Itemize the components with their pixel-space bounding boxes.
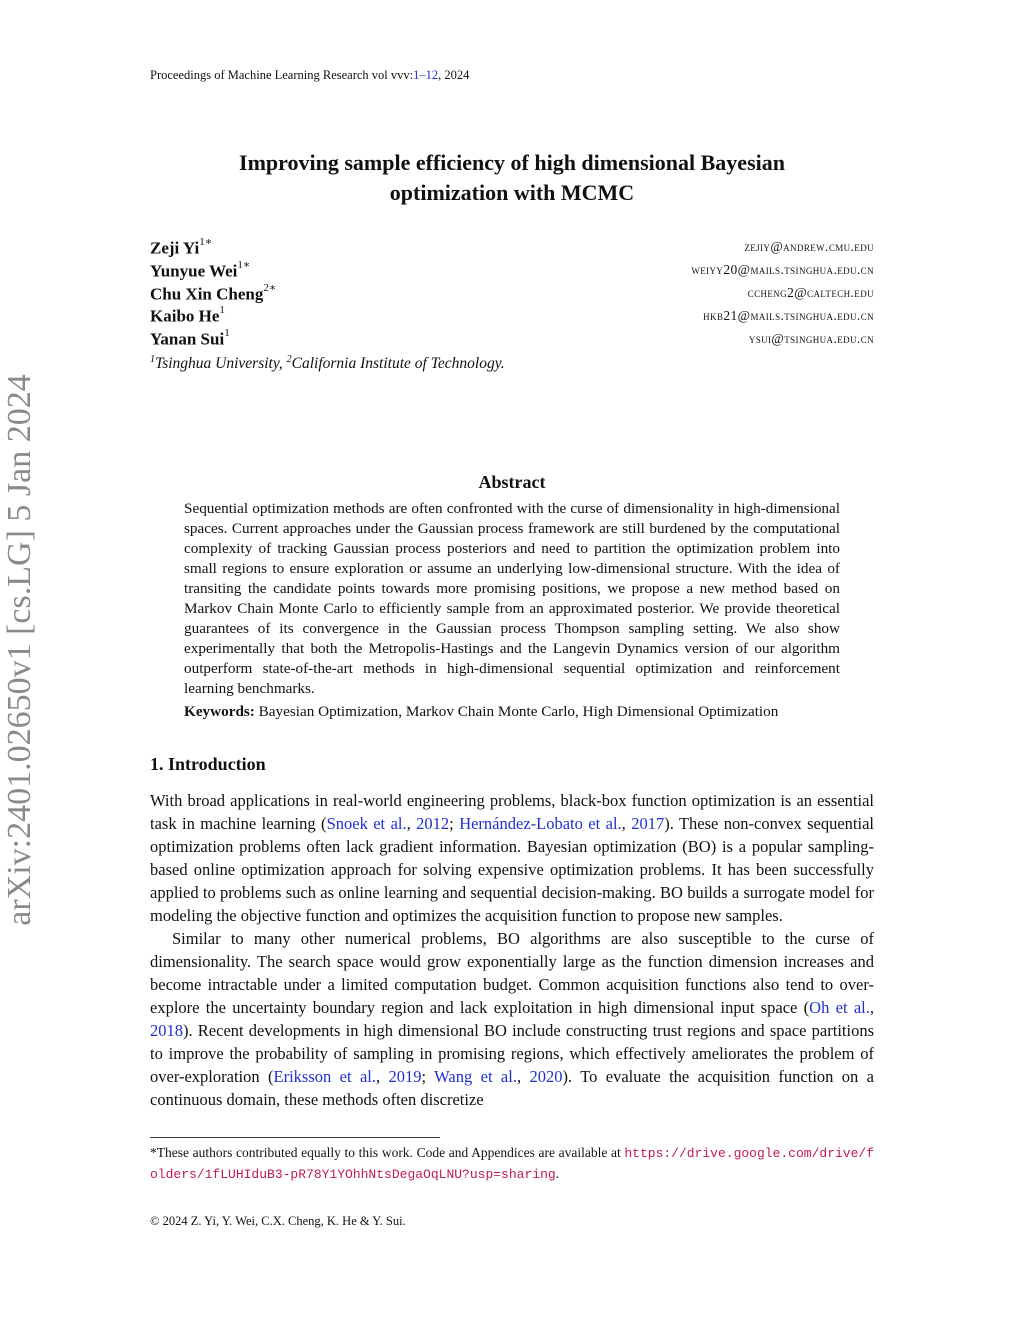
- code-url-link[interactable]: https://drive.google.com/drive/folders/1fLUHIduB3-pR78Y1YOhhNtsDegaOqLNU?usp=sharing: [150, 1146, 874, 1182]
- citation-link[interactable]: Snoek et al.: [326, 814, 407, 833]
- author-email[interactable]: weiyy20@mails.tsinghua.edu.cn: [691, 262, 874, 277]
- citation-year-link[interactable]: 2017: [631, 814, 665, 833]
- title-line-1: Improving sample efficiency of high dimensional Bayesian: [239, 150, 785, 175]
- citation-year-link[interactable]: 2012: [416, 814, 450, 833]
- introduction-body: [150, 789, 874, 1111]
- citation-link[interactable]: Wang et al.: [434, 1067, 517, 1086]
- citation-link[interactable]: Oh et al.: [809, 998, 870, 1017]
- citation-year-link[interactable]: 2020: [529, 1067, 563, 1086]
- footnote-rule: [150, 1137, 440, 1138]
- header-venue: Proceedings of Machine Learning Research vol vvv:: [150, 68, 414, 82]
- author-list: [150, 237, 874, 352]
- citation-year-link[interactable]: 2019: [388, 1067, 422, 1086]
- author-row: [150, 306, 874, 329]
- paragraph: Similar to many other numerical problems, BO algorithms are also susceptible to the curse of dimensionality. The search space would grow exponentially large as the function dimension increases and become intractable under a limited computation budget. Common acquisition functions also tend to over-explore the uncertainty boundary region and lack exploitation in high dimensional input space (Oh et al., 2018). Recent developments in high dimensional BO include constructing trust regions and space partitions to improve the probability of sampling in promising regions, which effectively ameliorates the problem of over-exploration (Eriksson et al., 2019; Wang et al., 2020). To evaluate the acquisition function on a continuous domain, these methods often discretize: [150, 929, 875, 1109]
- abstract-heading: Abstract: [478, 472, 546, 492]
- author-row: [150, 237, 874, 260]
- abstract-text: Sequential optimization methods are often confronted with the curse of dimensionality in high-dimensional spaces. Current approaches under the Gaussian process framework are still burdened by the computational complexity of tracking Gaussian process posteriors and need to partition the optimization problem into small regions to ensure exploration or assume an underlying low-dimensional structure. With the idea of transiting the candidate points towards more promising positions, we propose a new method based on Markov Chain Monte Carlo to efficiently sample from an approximated posterior. We provide theoretical guarantees of its convergence in the Gaussian process Thompson sampling setting. We also show experimentally that both the Metropolis-Hastings and the Langevin Dynamics version of our algorithm outperform state-of-the-art methods in high-dimensional sequential optimization and reinforcement learning benchmarks.: [184, 500, 840, 697]
- author-row: [150, 283, 874, 306]
- author-name: Yunyue Wei$^{1∗}$: [150, 259, 251, 281]
- author-name: Yanan Sui$^1$: [150, 327, 230, 349]
- author-email[interactable]: zejiy@andrew.cmu.edu: [744, 239, 874, 254]
- header-year: , 2024: [438, 68, 470, 82]
- author-row: [150, 260, 874, 283]
- author-row: [150, 329, 874, 352]
- title-line-2: optimization with MCMC: [389, 180, 635, 205]
- page-range-link[interactable]: 1–12: [413, 68, 439, 82]
- author-email[interactable]: ysui@tsinghua.edu.cn: [748, 331, 874, 346]
- arxiv-stamp: arXiv:2401.02650v1 [cs.LG] 5 Jan 2024: [1, 374, 38, 926]
- paragraph: With broad applications in real-world engineering problems, black-box function optimization is an essential task in machine learning (Snoek et al., 2012; Hernández-Lobato et al., 2017). These non-convex sequential optimization problems often lack gradient information. Bayesian optimization (BO) is a popular sampling-based online optimization approach for solving expensive optimization problems. It has been successfully applied to problems such as online learning and sequential decision-making. BO builds a surrogate model for modeling the objective function and optimizes the acquisition function to propose new samples.: [150, 791, 875, 925]
- author-name: Chu Xin Cheng$^{2∗}$: [150, 282, 277, 304]
- keywords: Keywords: Bayesian Optimization, Markov Chain Monte Carlo, High Dimensional Optimization: [184, 703, 779, 720]
- citation-link[interactable]: Hernández-Lobato et al.: [459, 814, 622, 833]
- author-email[interactable]: ccheng2@caltech.edu: [747, 285, 874, 300]
- section-heading: 1. Introduction: [150, 754, 266, 774]
- author-name: Zeji $Yi^{1∗}$: [150, 236, 213, 258]
- citation-link[interactable]: Eriksson et al.: [273, 1067, 376, 1086]
- affiliations: $^1$Tsinghua University, $^2$California Institute of Technology.: [150, 354, 505, 373]
- footnote: *These authors contributed equally to this work. Code and Appendices are available at https://drive.google.com/drive/folders/1fLUHIduB3-pR78Y1YOhhNtsDegaOqLNU?usp=sharing.: [150, 1145, 874, 1182]
- author-name: Kaibo He$^1$: [150, 304, 225, 326]
- paper-title: [150, 148, 874, 208]
- running-header: [150, 68, 469, 83]
- author-email[interactable]: hkb21@mails.tsinghua.edu.cn: [703, 308, 874, 323]
- citation-year-link[interactable]: 2018: [150, 1021, 183, 1040]
- copyright: © 2024 Z. Yi, Y. Wei, C.X. Cheng, K. He & Y. Sui.: [150, 1214, 406, 1228]
